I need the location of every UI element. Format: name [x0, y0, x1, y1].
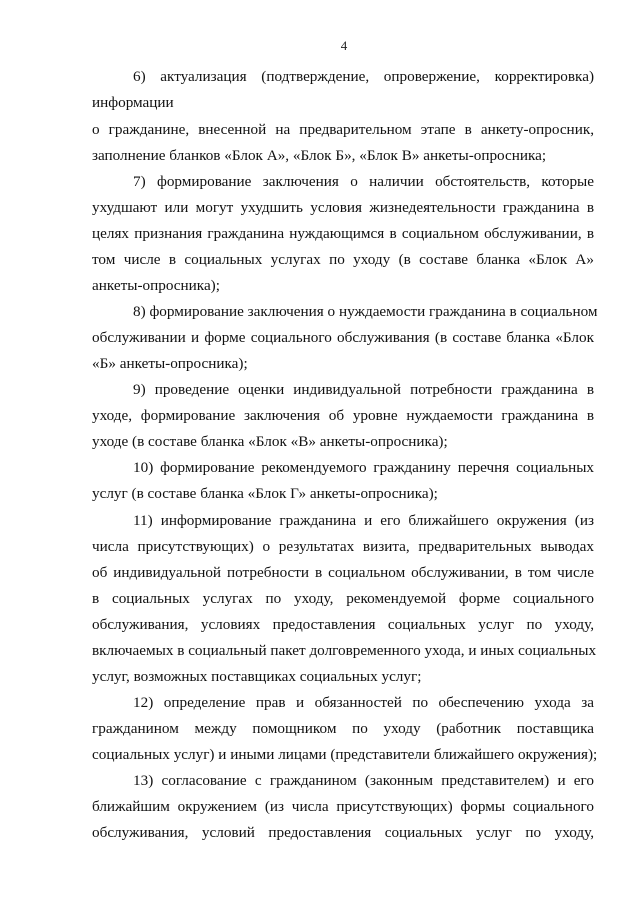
text-line: 6) актуализация (подтверждение, опровержение, корректировка): [133, 68, 594, 85]
text-line: социальных услуг) и иными лицами (представители ближайшего окружения);: [92, 746, 598, 763]
text-line: числа присутствующих) о результатах визита, предварительных выводах: [92, 538, 594, 555]
text-line: услуг, возможных поставщиках социальных услуг;: [92, 668, 422, 685]
text-line: гражданином между помощником по уходу (работник поставщика: [92, 720, 594, 737]
text-line: информации: [92, 94, 174, 111]
text-line: услуг (в составе бланка «Блок Г» анкеты-опросника);: [92, 485, 438, 502]
text-line: ухудшают или могут ухудшить условия жизнедеятельности гражданина в: [92, 199, 594, 216]
text-line: «Б» анкеты-опросника);: [92, 355, 248, 372]
text-line: заполнение бланков «Блок А», «Блок Б», «Блок В» анкеты-опросника;: [92, 147, 547, 164]
text-line: в социальных услугах по уходу, рекомендуемой форме социального: [92, 590, 594, 607]
text-line: обслуживании и форме социального обслуживания (в составе бланка «Блок: [92, 329, 594, 346]
text-line: 12) определение прав и обязанностей по обеспечению ухода за: [133, 694, 594, 711]
text-line: обслуживания, условиях предоставления социальных услуг по уходу,: [92, 616, 594, 633]
page-number: 4: [340, 38, 348, 53]
text-line: ближайшим окружением (из числа присутствующих) формы социального: [92, 798, 594, 815]
text-line: целях признания гражданина нуждающимся в социальном обслуживании, в: [92, 225, 594, 242]
text-line: 7) формирование заключения о наличии обстоятельств, которые: [133, 173, 594, 190]
text-line: 11) информирование гражданина и его ближайшего окружения (из: [133, 512, 594, 529]
text-line: 13) согласование с гражданином (законным представителем) и его: [133, 772, 594, 789]
text-line: включаемых в социальный пакет долговременного ухода, и иных социальных: [92, 642, 597, 659]
text-line: уходе (в составе бланка «Блок «В» анкеты-опросника);: [92, 433, 448, 450]
text-line: обслуживания, условий предоставления социальных услуг по уходу,: [92, 824, 594, 841]
text-line: уходе, формирование заключения об уровне нуждаемости гражданина в: [92, 407, 594, 424]
text-line: анкеты-опросника);: [92, 277, 220, 294]
text-line: 9) проведение оценки индивидуальной потребности гражданина в: [133, 381, 594, 398]
text-line: 8) формирование заключения о нуждаемости гражданина в социальном: [133, 303, 598, 320]
text-line: об индивидуальной потребности в социальном обслуживании, в том числе: [92, 564, 594, 581]
text-line: 10) формирование рекомендуемого гражданину перечня социальных: [133, 459, 594, 476]
text-line: том числе в социальных услугах по уходу (в составе бланка «Блок А»: [92, 251, 594, 268]
text-line: о гражданине, внесенной на предварительном этапе в анкету-опросник,: [92, 121, 594, 138]
